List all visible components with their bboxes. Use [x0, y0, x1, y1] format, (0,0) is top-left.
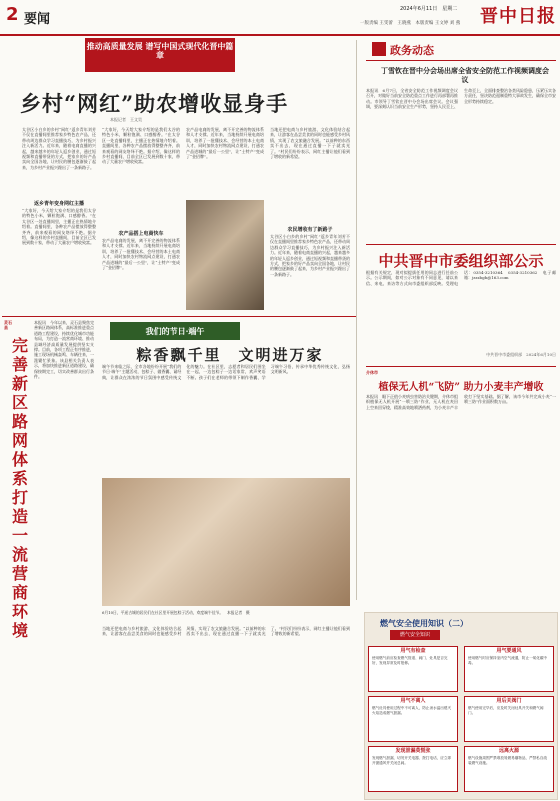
lead-banner: 推动高质量发展 谱写中国式现代化晋中篇章	[85, 38, 235, 72]
wheat-rule	[366, 366, 556, 367]
feature-body: 端午节来临之际，全市各地纷纷开展“我们的节日·端午”主题活动，包粽子、做香囊、诵经典，让群众在浓浓的节日氛围中感受传统文化的魅力。在社区里，志愿者和居民们围坐在一起，一边包粽子一边话家常，欢声笑语不断。孩子们在老师的带领下制作香囊、学习端午习俗，传承中华优秀传统文化，弘扬文明新风。	[102, 364, 350, 380]
gas-item-2: 用气要通风 使用燃气时应保持室内空气流通，防止一氧化碳中毒。	[464, 646, 554, 692]
politics-body: 本报讯 6月7日，全省安全防范工作视频调度会议召开，对做好当前安全防范重点工作进行再部署再推动。市领导丁雪钦在晋中分会场出席会议。会议强调，要深刻认识当前安全生产形势，坚持人民至上、生命至上，全面排查整治各类风险隐患，压紧压实各方责任，坚决防范遏制重特大事故发生，确保全市安全形势持续稳定。	[366, 88, 556, 110]
gas-item-4: 用后关阀门 燃气使用完毕后，应及时关闭灶具开关和燃气阀门。	[464, 696, 554, 742]
left-body: 本报讯 今年以来，灵石县聚焦完善新区路网体系，高标准推进重点道路工程建设，持续优化城市功能布局，为打造一流营商环境、推动县域经济高质量发展提供坚实支撑。目前，各项工程正有序推进，施工现场机械轰鸣、车辆往来，一派繁忙景象。该县相关负责人表示，将加快推进新区道路建设，确保按期完工，切实改善群众出行条件。	[34, 320, 94, 380]
lead-col-2: “大家好，今天给大家介绍的是我们太谷的特色小米，颗粒饱满、口感醇香。”在太谷区一处直播间里，主播正在热情地介绍着。直播间里，各种农产品摆放得整整齐齐，前来观看的网友络绎不绝。据介绍，像这样的乡村直播间，目前全区已发展到数十家，带动了大量农户增收致富。	[102, 127, 180, 165]
masthead-logo: 晋中日报	[480, 6, 556, 27]
lower-body: 当地还把电商与乡村旅游、文化体验结合起来，让游客在品尝美食的同时也能感受乡村风情，实现了农文旅融合发展。“以前种的东西卖不出去，现在通过直播一下子就卖光了。”村民们纷纷表示，网红主播让他们看到了增收的新希望。	[102, 626, 350, 637]
lead-subhead-2: 农产品搭上电商快车	[118, 231, 164, 237]
lead-subhead-1: 返乡青年变身网红主播	[33, 201, 84, 207]
lead-col-1b: “大家好，今天给大家介绍的是我们太谷的特色小米，颗粒饱满、口感醇香。”在太谷区一处直播间里，主播正在热情地介绍着。直播间里，各种农产品摆放得整整齐齐，前来观看的网友络绎不绝。据介绍，像这样的乡村直播间，目前全区已发展到数十家，带动了大量农户增收致富。	[22, 208, 96, 246]
politics-marker-icon	[372, 42, 386, 56]
lead-col-3: 农产品电商的发展，离不开完善的物流体系和人才支撑。近年来，当地持续开展电商培训，培养了一批懂技术、会经营的本土电商人才，同时加快农村物流网点建设，打通农产品进城的“最后一公里”，让“土特产”变成了“金招牌”。	[186, 127, 264, 160]
gas-subtitle: 燃气安全知识	[390, 630, 440, 640]
left-tag: 灵石县	[4, 320, 12, 330]
politics-headline[interactable]: 丁雪钦在晋中分会场出席全省安全防范工作视频调度会议	[381, 66, 549, 84]
notice-body: 根据有关规定，现对拟提拔任用的同志进行任前公示。公示期间，如对公示对象有不同意见，请以来信、来电、来访等方式向市委组织部反映。受理电话：0354-3210364 0354-3210362 电子邮箱：jzzzbgb@163.com	[366, 270, 556, 286]
lead-photo	[186, 200, 264, 310]
gas-title: 燃气安全使用知识（二）	[380, 618, 468, 628]
column-divider	[356, 40, 357, 600]
politics-header: 政务动态	[390, 44, 434, 57]
lead-col-4b: 太谷区小白乡的乡村“网红”返乡青年刘芳不仅在直播间里推荐家乡特色农产品，还带动周边群众学习直播技巧，为乡村振兴注入新活力。近年来，随着电商直播的兴起，越来越多的年轻人返乡创业，通过短视频和直播带货的方式，把家乡的好产品卖向全国各地，让村民的腰包逐渐鼓了起来，为乡村产业振兴蹚出了一条新路子。	[270, 234, 350, 277]
politics-rule	[366, 60, 556, 61]
gas-item-1: 用气有检查 使用燃气前应检查燃气管道、阀门、灶具是否完好，发现异常及时报修。	[368, 646, 458, 692]
wheat-tag: 介休市	[366, 370, 378, 375]
left-title[interactable]: 完善新区路网体系 打造一流营商环境	[12, 336, 45, 640]
page-number: 2	[6, 4, 19, 25]
wheat-body: 本报讯 眼下正值小麦病虫害防治关键期，介休市组织植保无人机开展“一喷三防”作业，无人机在麦田上空来回穿梭，精准高效地喷洒药剂，为小麦丰产丰收打下坚实基础。据了解，该市今年共完成小麦“一喷三防”作业面积数万亩。	[366, 394, 556, 410]
gas-item-6: 远离火源 燃气设施周围严禁堆放易燃易爆物品，严禁私自改装燃气设施。	[464, 746, 554, 792]
lead-headline[interactable]: 乡村“网红”助农增收显身手	[20, 91, 289, 116]
gas-item-3: 用气不离人 燃气灶具使用过程中不可离人，防止汤水溢出熄灭火焰造成燃气泄漏。	[368, 696, 458, 742]
page-name: 要闻	[24, 12, 51, 27]
mid-rule	[2, 316, 356, 317]
lead-col-2b: 农产品电商的发展，离不开完善的物流体系和人才支撑。近年来，当地持续开展电商培训，培养了一批懂技术、会经营的本土电商人才，同时加快农村物流网点建设，打通农产品进城的“最后一公里”，让“土特产”变成了“金招牌”。	[102, 238, 180, 271]
lead-byline: 本报记者 王文昊	[110, 117, 142, 122]
feature-caption: 6月10日，平遥古城的居民们在社区里开展包粽子活动，欢度端午佳节。 本报记者 摄	[102, 610, 250, 615]
notice-signature: 中共晋中市委组织部 2024年6月10日	[486, 352, 556, 357]
lead-subhead-3: 农民增收有了新路子	[287, 227, 333, 233]
feature-headline[interactable]: 粽香飘千里 文明进万家	[136, 346, 324, 364]
editor-line: 一版责编 王雯蕾 王晓燕 本版责编 王文婷 刘 燕	[360, 21, 461, 26]
page-header	[0, 0, 560, 36]
notice-rule	[366, 244, 556, 245]
issue-date: 2024年6月11日 星期二	[400, 6, 458, 12]
notice-title: 中共晋中市委组织部公示	[378, 252, 544, 270]
lead-col-4: 当地还把电商与乡村旅游、文化体验结合起来，让游客在品尝美食的同时也能感受乡村风情，实现了农文旅融合发展。“以前种的东西卖不出去，现在通过直播一下子就卖光了。”村民们纷纷表示，网红主播让他们看到了增收的新希望。	[270, 127, 350, 160]
wheat-headline[interactable]: 植保无人机“飞防” 助力小麦丰产增收	[378, 382, 544, 393]
feature-photo	[102, 478, 350, 606]
feature-banner: 我们的节日·端午	[110, 322, 240, 340]
gas-item-5: 发现泄漏莫慌张 发现燃气泄漏，切勿开关电器、拨打电话，应立即开窗通风并关闭总阀。	[368, 746, 458, 792]
lead-col-1: 太谷区小白乡的乡村“网红”返乡青年刘芳不仅在直播间里推荐家乡特色农产品，还带动周边群众学习直播技巧，为乡村振兴注入新活力。近年来，随着电商直播的兴起，越来越多的年轻人返乡创业，通过短视频和直播带货的方式，把家乡的好产品卖向全国各地，让村民的腰包逐渐鼓了起来，为乡村产业振兴蹚出了一条新路子。	[22, 127, 96, 170]
